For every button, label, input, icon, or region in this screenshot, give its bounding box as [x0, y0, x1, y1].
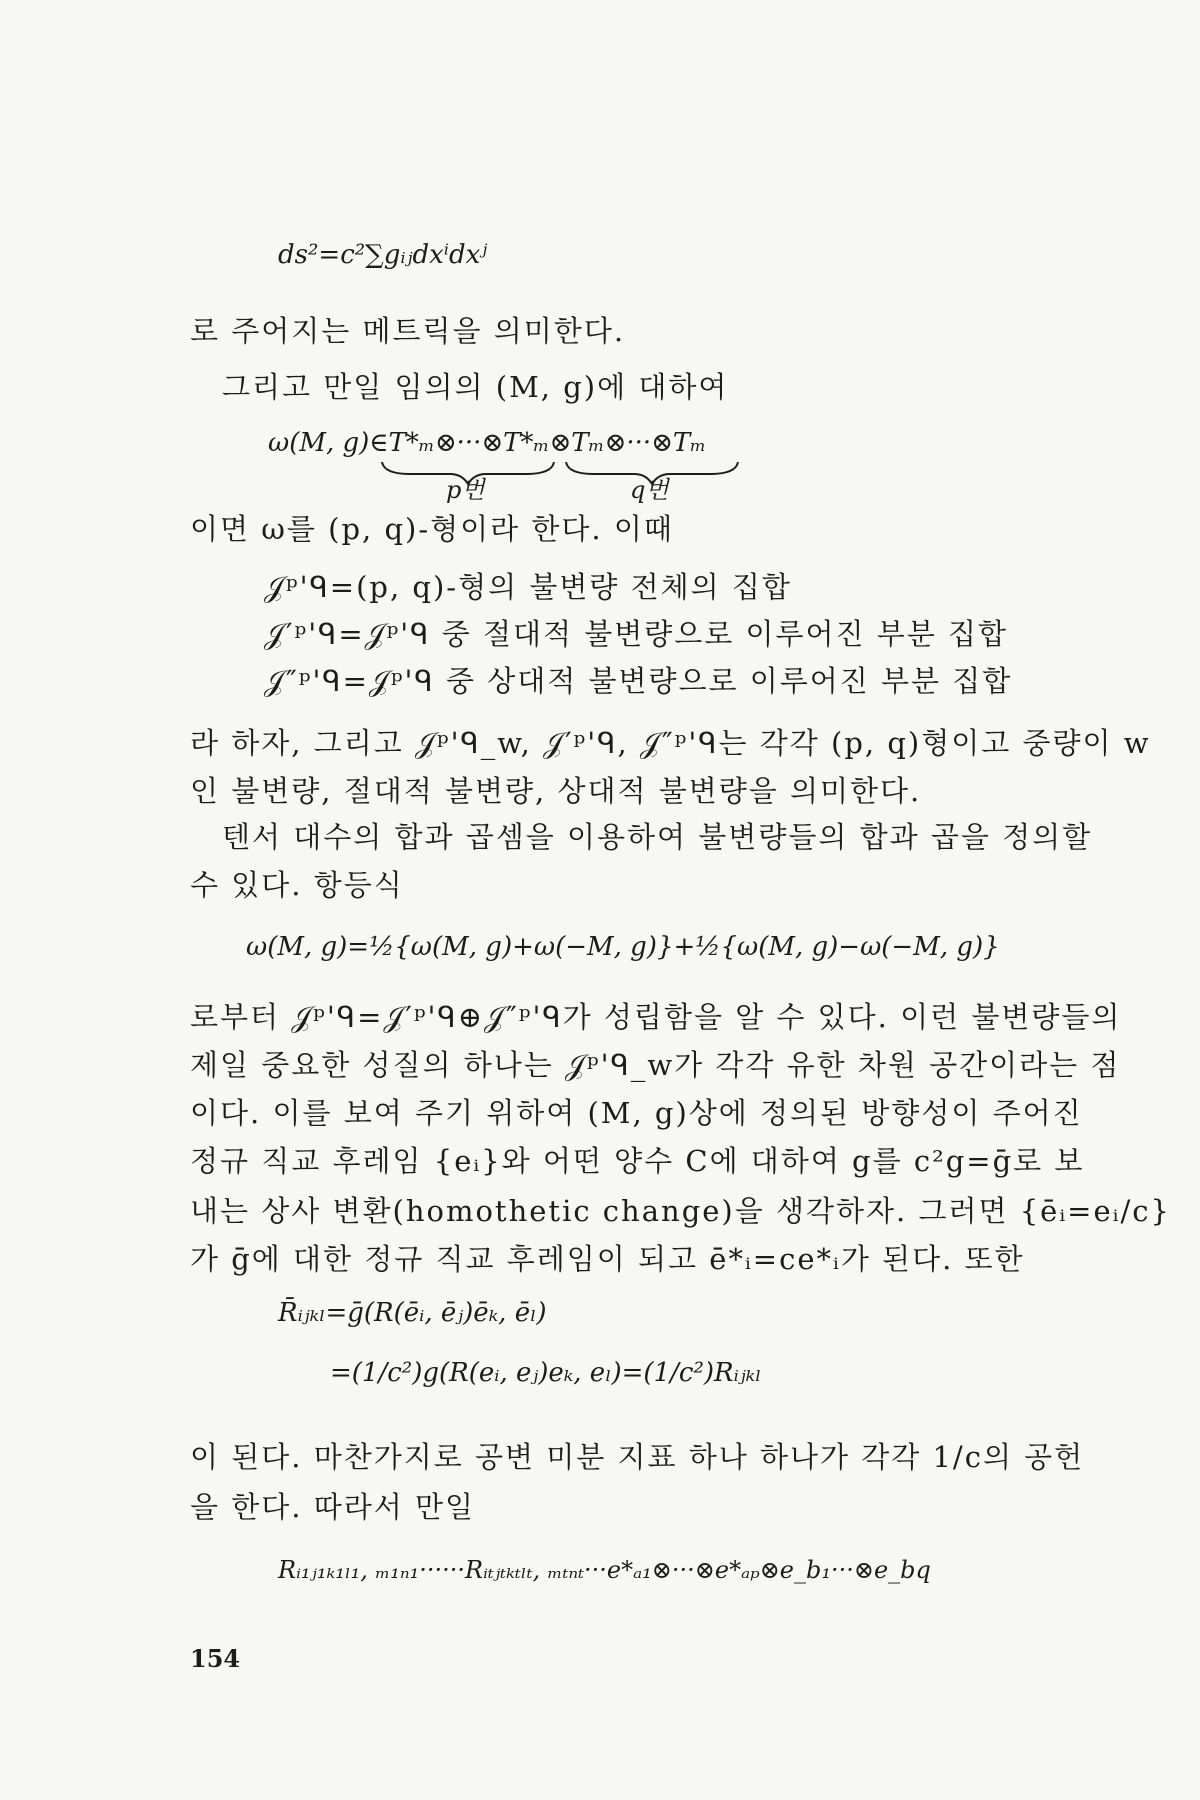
text-line: 로부터 𝒥ᵖ'ᑫ=𝒥′ᵖ'ᑫ⊕𝒥″ᵖ'ᑫ가 성립함을 알 수 있다. 이런 불변량들의: [190, 1000, 1122, 1034]
definition-line: 𝒥′ᵖ'ᑫ=𝒥ᵖ'ᑫ 중 절대적 불변량으로 이루어진 부분 집합: [264, 617, 1009, 651]
text-line: 라 하자, 그리고 𝒥ᵖ'ᑫ_w, 𝒥′ᵖ'ᑫ, 𝒥″ᵖ'ᑫ는 각각 (p, q)형이고 중량이 w: [190, 726, 1151, 760]
equation-tensor-space: ω(M, g)∈T*ₘ⊗···⊗T*ₘ⊗Tₘ⊗···⊗Tₘ: [268, 428, 707, 458]
text-line: 수 있다. 항등식: [190, 868, 404, 902]
page-number: 154: [190, 1644, 241, 1673]
underbrace-label-q: q번: [630, 476, 669, 504]
text-line: 이 된다. 마찬가지로 공변 미분 지표 하나 하나가 각각 1/c의 공헌: [190, 1440, 1085, 1474]
text-line: 텐서 대수의 합과 곱셈을 이용하여 불변량들의 합과 곱을 정의할: [222, 820, 1093, 854]
text-line: 이면 ω를 (p, q)-형이라 한다. 이때: [190, 512, 674, 546]
definition-line: 𝒥ᵖ'ᑫ=(p, q)-형의 불변량 전체의 집합: [264, 570, 792, 604]
equation-curvature: R̄ᵢⱼₖₗ=ḡ(R(ēᵢ, ēⱼ)ēₖ, ēₗ): [278, 1298, 547, 1328]
underbraces: [380, 458, 740, 494]
text-line: 이다. 이를 보여 주기 위하여 (M, g)상에 정의된 방향성이 주어진: [190, 1096, 1083, 1130]
equation-metric: ds²=c²∑gᵢⱼdxⁱdxʲ: [278, 240, 488, 270]
text-line: 가 ḡ에 대한 정규 직교 후레임이 되고 ē*ᵢ=ce*ᵢ가 된다. 또한: [190, 1242, 1025, 1276]
definition-line: 𝒥″ᵖ'ᑫ=𝒥ᵖ'ᑫ 중 상대적 불변량으로 이루어진 부분 집합: [264, 664, 1013, 698]
text-line: 제일 중요한 성질의 하나는 𝒥ᵖ'ᑫ_w가 각각 유한 차원 공간이라는 점: [190, 1048, 1121, 1082]
text-line: 정규 직교 후레임 {eᵢ}와 어떤 양수 C에 대하여 g를 c²g=ḡ로 보: [190, 1144, 1085, 1178]
underbrace-label-p: p번: [446, 476, 485, 504]
text-line: 을 한다. 따라서 만일: [190, 1490, 475, 1524]
text-line: 내는 상사 변환(homothetic change)을 생각하자. 그러면 {ēᵢ=eᵢ/c}: [190, 1194, 1171, 1228]
text-line: 그리고 만일 임의의 (M, g)에 대하여: [222, 370, 729, 404]
equation-product: Rᵢ₁ⱼ₁ₖ₁ₗ₁, ₘ₁ₙ₁······Rᵢₜⱼₜₖₜₗₜ, ₘₜₙₜ···e*ₐ₁⊗···⊗e*ₐₚ⊗e_b₁···⊗e_bq: [278, 1556, 931, 1584]
equation-curvature-scaled: =(1/c²)g(R(eᵢ, eⱼ)eₖ, eₗ)=(1/c²)Rᵢⱼₖₗ: [330, 1358, 762, 1388]
text-line: 로 주어지는 메트릭을 의미한다.: [190, 314, 626, 348]
text-line: 인 불변량, 절대적 불변량, 상대적 불변량을 의미한다.: [190, 774, 922, 808]
equation-identity: ω(M, g)=½{ω(M, g)+ω(−M, g)}+½{ω(M, g)−ω(−M, g)}: [246, 932, 1000, 962]
